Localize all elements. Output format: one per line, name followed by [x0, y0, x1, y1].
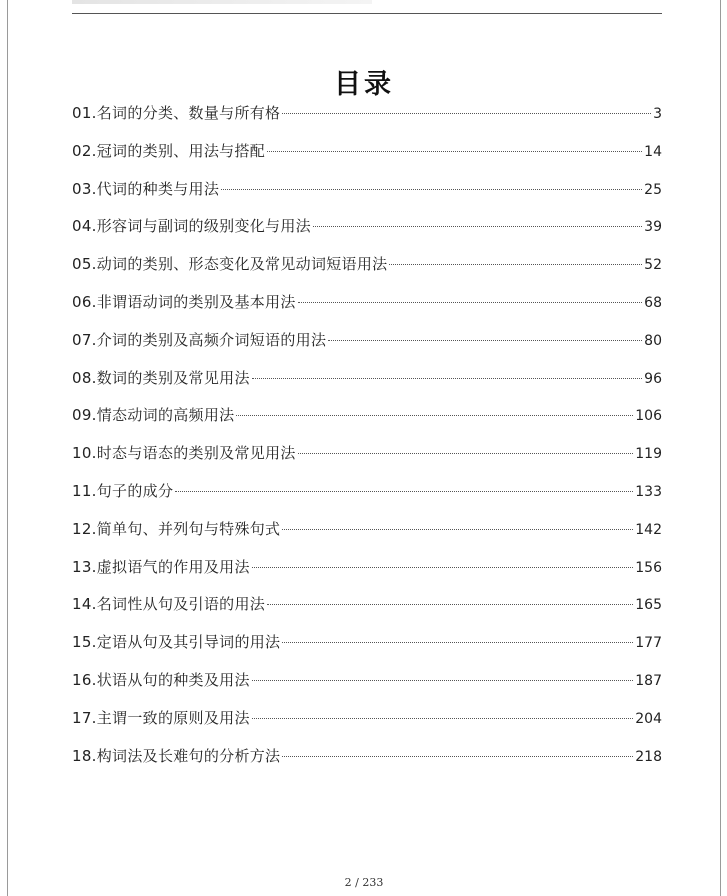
toc-entry[interactable] — [72, 403, 662, 441]
toc-entry-title[interactable]: 13.虚拟语气的作用及用法 — [72, 557, 250, 576]
toc-entry-title[interactable]: 17.主谓一致的原则及用法 — [72, 708, 250, 727]
toc-dot-leader — [298, 453, 634, 454]
toc-dot-leader — [252, 567, 634, 568]
page-title: 目录 — [334, 69, 394, 101]
toc-entry-page[interactable]: 14 — [644, 143, 662, 160]
toc-entry[interactable] — [72, 177, 662, 215]
toc-entry[interactable] — [72, 630, 662, 668]
toc-entry-title[interactable]: 08.数词的类别及常见用法 — [72, 368, 250, 387]
toc-entry-title[interactable]: 16.状语从句的种类及用法 — [72, 670, 250, 689]
toc-entry[interactable] — [72, 366, 662, 404]
toc-entry-page[interactable]: 96 — [644, 370, 662, 387]
toc-entry[interactable] — [72, 328, 662, 366]
toc-entry-title[interactable]: 14.名词性从句及引语的用法 — [72, 595, 266, 614]
toc-dot-leader — [221, 189, 642, 190]
toc-entry-title[interactable]: 11.句子的成分 — [72, 481, 174, 500]
toc-entry-page[interactable]: 25 — [644, 181, 662, 198]
toc-entry[interactable] — [72, 290, 662, 328]
toc-entry-page[interactable]: 204 — [635, 710, 662, 727]
toc-entry-page[interactable]: 3 — [653, 106, 662, 122]
toc-entry-page[interactable]: 165 — [635, 597, 662, 614]
toc-dot-leader — [282, 756, 633, 757]
toc-entry-page[interactable]: 68 — [644, 294, 662, 311]
toc-entry-title[interactable]: 07.介词的类别及高频介词短语的用法 — [72, 330, 327, 349]
toc-dot-leader — [282, 642, 633, 643]
toc-entry-page[interactable]: 39 — [644, 219, 662, 236]
toc-entry-title[interactable]: 15.定语从句及其引导词的用法 — [72, 633, 281, 652]
toc-entry-page[interactable]: 52 — [644, 257, 662, 274]
toc-entry-page[interactable]: 133 — [635, 483, 662, 500]
toc-entry-title[interactable]: 05.动词的类别、形态变化及常见动词短语用法 — [72, 255, 388, 274]
header-rule — [72, 13, 662, 14]
toc-entry-page[interactable]: 187 — [635, 672, 662, 689]
toc-entry-page[interactable]: 80 — [644, 332, 662, 349]
toc-entry[interactable] — [72, 592, 662, 630]
toc-entry-page[interactable]: 106 — [635, 408, 662, 425]
toc-entry-page[interactable]: 218 — [635, 748, 662, 765]
table-of-contents — [72, 101, 662, 781]
document-page — [7, 0, 721, 896]
toc-entry[interactable] — [72, 441, 662, 479]
toc-entry-page[interactable]: 119 — [635, 446, 662, 463]
toc-entry-page[interactable]: 177 — [635, 635, 662, 652]
toc-dot-leader — [236, 415, 633, 416]
toc-dot-leader — [282, 113, 651, 114]
toc-entry[interactable] — [72, 101, 662, 139]
toc-dot-leader — [175, 491, 633, 492]
toc-dot-leader — [267, 604, 633, 605]
toc-dot-leader — [267, 151, 642, 152]
toc-dot-leader — [252, 378, 642, 379]
toc-dot-leader — [389, 264, 642, 265]
toc-entry[interactable] — [72, 479, 662, 517]
toc-entry[interactable] — [72, 252, 662, 290]
toc-entry-title[interactable]: 03.代词的种类与用法 — [72, 179, 220, 198]
toc-dot-leader — [252, 718, 634, 719]
toc-entry-title[interactable]: 18.构词法及长难句的分析方法 — [72, 746, 281, 765]
toc-entry-title[interactable]: 02.冠词的类别、用法与搭配 — [72, 141, 266, 160]
toc-entry[interactable] — [72, 744, 662, 782]
toc-entry[interactable] — [72, 139, 662, 177]
toc-dot-leader — [252, 680, 634, 681]
toc-entry-title[interactable]: 12.简单句、并列句与特殊句式 — [72, 519, 281, 538]
toc-entry-page[interactable]: 142 — [635, 521, 662, 538]
toc-dot-leader — [313, 226, 642, 227]
toc-entry-title[interactable]: 09.情态动词的高频用法 — [72, 406, 235, 425]
toc-entry-title[interactable]: 06.非谓语动词的类别及基本用法 — [72, 292, 296, 311]
toc-entry[interactable] — [72, 555, 662, 593]
toc-entry[interactable] — [72, 214, 662, 252]
toc-dot-leader — [282, 529, 633, 530]
toc-entry[interactable] — [72, 517, 662, 555]
toc-entry-title[interactable]: 10.时态与语态的类别及常见用法 — [72, 444, 296, 463]
header-decoration — [72, 0, 372, 4]
toc-entry-title[interactable]: 01.名词的分类、数量与所有格 — [72, 104, 281, 122]
toc-dot-leader — [328, 340, 642, 341]
toc-dot-leader — [298, 302, 643, 303]
toc-entry[interactable] — [72, 706, 662, 744]
page-indicator: 2 / 233 — [344, 876, 384, 889]
toc-entry[interactable] — [72, 668, 662, 706]
toc-entry-page[interactable]: 156 — [635, 559, 662, 576]
toc-entry-title[interactable]: 04.形容词与副词的级别变化与用法 — [72, 217, 311, 236]
